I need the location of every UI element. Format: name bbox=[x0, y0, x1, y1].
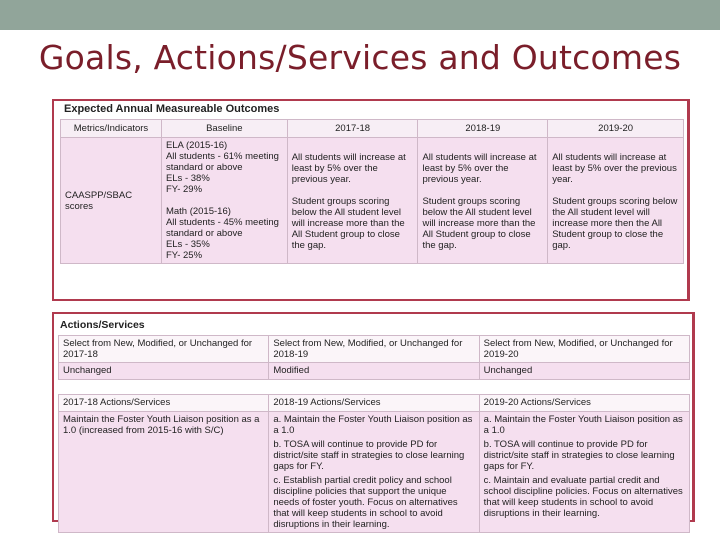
actions-2017-18-cell bbox=[59, 412, 269, 533]
select-label-2019-20: Select from New, Modified, or Unchanged for 2019-20 bbox=[479, 336, 689, 363]
select-label-row bbox=[59, 336, 690, 363]
action-2017-18-text: Maintain the Foster Youth Liaison position as a 1.0 (increased from 2015-16 with S/C) bbox=[63, 414, 260, 436]
col-header-2017-18: 2017-18 bbox=[287, 120, 418, 138]
target-2018-19-increase: All students will increase at least by 5% over the previous year. bbox=[422, 152, 537, 185]
col-header-2018-19: 2018-19 bbox=[418, 120, 548, 138]
actions-row bbox=[59, 412, 690, 533]
metric-cell: CAASPP/SBAC scores bbox=[61, 138, 162, 264]
ela-fy: FY- 29% bbox=[165, 184, 203, 195]
ela-all-students: All students - 61% meeting standard or above bbox=[165, 151, 279, 173]
math-heading: Math (2015-16) bbox=[165, 206, 231, 217]
action-2018-19-a: a. Maintain the Foster Youth Liaison position as a 1.0 bbox=[273, 414, 473, 436]
actions-header-row bbox=[59, 395, 690, 412]
actions-services-panel bbox=[52, 312, 695, 530]
col-header-actions-2018-19: 2018-19 Actions/Services bbox=[269, 395, 479, 412]
actions-header: Actions/Services bbox=[60, 319, 145, 331]
col-header-actions-2019-20: 2019-20 Actions/Services bbox=[479, 395, 689, 412]
actions-2018-19-cell bbox=[269, 412, 479, 533]
outcomes-table bbox=[60, 119, 684, 264]
target-2019-20-gap: Student groups scoring below the All student level will increase more then the All Student group to close the gap. bbox=[552, 196, 678, 251]
outcomes-header-row bbox=[61, 120, 684, 138]
top-banner bbox=[0, 0, 720, 30]
target-2017-18-increase: All students will increase at least by 5% over the previous year. bbox=[291, 152, 406, 185]
target-2018-19-gap: Student groups scoring below the All student level will increase more than the All Student group to close the gap. bbox=[422, 196, 536, 251]
status-row bbox=[59, 363, 690, 380]
col-header-metrics: Metrics/Indicators bbox=[61, 120, 162, 138]
action-2019-20-b: b. TOSA will continue to provide PD for district/site staff in strategies to close learning gaps for FY. bbox=[483, 439, 675, 472]
math-all-students: All students - 45% meeting standard or above bbox=[165, 217, 279, 239]
action-2018-19-c: c. Establish partial credit policy and school discipline policies that support the unique needs of foster youth. Focus on alternatives that will keep students in school to avoid disruptions in their learning. bbox=[273, 475, 458, 530]
math-fy: FY- 25% bbox=[165, 250, 203, 261]
math-els: ELs - 35% bbox=[165, 239, 210, 250]
col-header-actions-2017-18: 2017-18 Actions/Services bbox=[59, 395, 269, 412]
col-header-2019-20: 2019-20 bbox=[548, 120, 684, 138]
outcomes-table-panel bbox=[52, 99, 690, 301]
ela-els: ELs - 38% bbox=[165, 173, 210, 184]
status-2019-20[interactable]: Unchanged bbox=[479, 363, 689, 380]
select-label-2018-19: Select from New, Modified, or Unchanged for 2018-19 bbox=[269, 336, 479, 363]
actions-2019-20-cell bbox=[479, 412, 689, 533]
outcomes-row bbox=[61, 138, 684, 264]
status-table bbox=[58, 335, 690, 380]
target-2017-18-cell bbox=[287, 138, 418, 264]
target-2018-19-cell bbox=[418, 138, 548, 264]
action-2019-20-c: c. Maintain and evaluate partial credit and school discipline policies. Focus on alternatives that will keep students in school to avoid disruptions in their learning. bbox=[483, 475, 683, 519]
ela-heading: ELA (2015-16) bbox=[165, 140, 228, 151]
action-2018-19-b: b. TOSA will continue to provide PD for district/site staff in strategies to close learning gaps for FY. bbox=[273, 439, 465, 472]
target-2017-18-gap: Student groups scoring below the All student level will increase more than the All Student group to close the gap. bbox=[291, 196, 405, 251]
baseline-cell bbox=[161, 138, 287, 264]
outcomes-header: Expected Annual Measureable Outcomes bbox=[64, 103, 280, 115]
target-2019-20-cell bbox=[548, 138, 684, 264]
slide-title: Goals, Actions/Services and Outcomes bbox=[38, 38, 682, 77]
col-header-baseline: Baseline bbox=[161, 120, 287, 138]
target-2019-20-increase: All students will increase at least by 5% over the previous year. bbox=[552, 152, 677, 185]
actions-table bbox=[58, 394, 690, 533]
action-2019-20-a: a. Maintain the Foster Youth Liaison position as a 1.0 bbox=[483, 414, 683, 436]
status-2017-18[interactable]: Unchanged bbox=[59, 363, 269, 380]
status-2018-19[interactable]: Modified bbox=[269, 363, 479, 380]
select-label-2017-18: Select from New, Modified, or Unchanged for 2017-18 bbox=[59, 336, 269, 363]
